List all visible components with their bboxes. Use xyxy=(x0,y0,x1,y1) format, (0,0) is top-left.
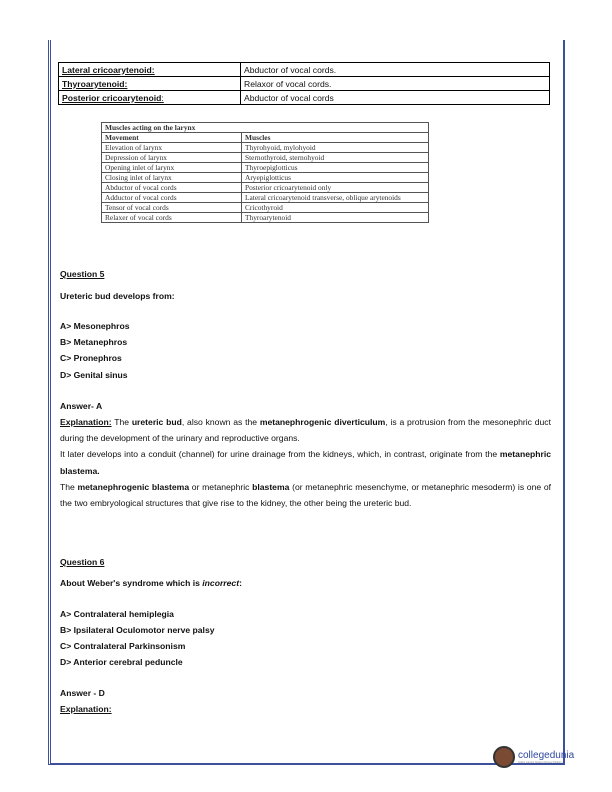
question-6-text xyxy=(60,578,551,588)
option: B> Metanephros xyxy=(60,337,128,347)
table-row xyxy=(59,63,550,77)
movement-cell: Elevation of larynx xyxy=(102,143,242,153)
question-5-heading: Question 5 xyxy=(60,269,105,279)
text: blastema xyxy=(252,481,290,492)
option: C> Pronephros xyxy=(60,353,122,363)
header-cell: Movement xyxy=(102,133,242,143)
question-5-text: Ureteric bud develops from: xyxy=(60,291,175,301)
muscle-cell xyxy=(59,91,241,105)
table-row xyxy=(102,163,429,173)
text: incorrect xyxy=(202,578,240,588)
muscles-cell: Lateral cricoarytenoid transverse, oblique arytenoids xyxy=(242,193,429,203)
text: , also known as the xyxy=(181,417,260,427)
option: B> Ipsilateral Oculomotor nerve palsy xyxy=(60,625,215,635)
movement-cell: Closing inlet of larynx xyxy=(102,173,242,183)
text: It later develops into a conduit (channel) for urine drainage from the kidneys, which, in contrast, originate from the xyxy=(60,449,500,460)
muscles-cell: Thyroarytenoid xyxy=(242,213,429,223)
answer: Answer - D xyxy=(60,688,105,698)
text: : xyxy=(239,578,242,588)
logo-text xyxy=(518,750,574,764)
question-6-heading: Question 6 xyxy=(60,557,105,567)
text: The xyxy=(111,417,132,427)
explanation-label: Explanation: xyxy=(60,704,112,714)
option: C> Contralateral Parkinsonism xyxy=(60,641,186,651)
answer: Answer- A xyxy=(60,401,103,411)
text: metanephrogenic blastema xyxy=(77,481,190,492)
text: The xyxy=(60,481,78,492)
table-row xyxy=(102,203,429,213)
explanation-label: Explanation: xyxy=(60,417,112,427)
colon: : xyxy=(161,92,164,103)
movement-cell: Opening inlet of larynx xyxy=(102,163,242,173)
text: metanephric blastema. xyxy=(60,449,551,476)
muscles-cell: Aryepiglotticus xyxy=(242,173,429,183)
table-row xyxy=(102,193,429,203)
muscles-cell: Sternothyroid, sternohyoid xyxy=(242,153,429,163)
table-row xyxy=(102,183,429,193)
table-title: Muscles acting on the larynx xyxy=(102,123,429,133)
muscles-cell: Cricothyroid xyxy=(242,203,429,213)
option: D> Anterior cerebral peduncle xyxy=(60,657,183,667)
text: or metanephric xyxy=(189,481,253,492)
option: A> Contralateral hemiplegia xyxy=(60,609,174,619)
table-row xyxy=(59,91,550,105)
text: metanephrogenic diverticulum xyxy=(259,417,386,427)
table-row xyxy=(59,77,550,91)
action-cell: Abductor of vocal cords xyxy=(241,91,550,105)
table-row xyxy=(102,143,429,153)
muscle-cell: Thyroarytenoid: xyxy=(59,77,241,91)
muscles-cell: Posterior cricoarytenoid only xyxy=(242,183,429,193)
table-row xyxy=(102,153,429,163)
explanation-paragraph xyxy=(60,414,551,511)
table-row xyxy=(102,173,429,183)
collegedunia-logo xyxy=(493,746,574,768)
logo-tagline: India's Largest Student Review Platform xyxy=(518,761,563,764)
muscles-cell: Thyrohyoid, mylohyoid xyxy=(242,143,429,153)
text: ureteric bud xyxy=(131,417,182,427)
action-cell: Abductor of vocal cords. xyxy=(241,63,550,77)
muscle-name: Posterior cricoarytenoid xyxy=(62,92,162,103)
option: A> Mesonephros xyxy=(60,321,130,331)
table-row xyxy=(102,213,429,223)
movement-cell: Tensor of vocal cords xyxy=(102,203,242,213)
muscle-cell: Lateral cricoarytenoid: xyxy=(59,63,241,77)
text: (or metanephric mesenchyme, or metanephric mesoderm) is one of the two embryological structures that give rise to the kidney, the other being the ureteric bud. xyxy=(60,481,552,509)
movement-cell: Depression of larynx xyxy=(102,153,242,163)
muscles-cell: Thyroepiglotticus xyxy=(242,163,429,173)
larynx-muscles-table xyxy=(101,122,429,223)
header-cell: Muscles xyxy=(242,133,429,143)
mascot-icon xyxy=(493,746,515,768)
text: , is a protrusion from the mesonephric duct during the development of the urinary and reproductive organs. xyxy=(60,417,551,444)
logo-name: collegedunia xyxy=(518,750,575,761)
movement-cell: Adductor of vocal cords xyxy=(102,193,242,203)
movement-cell: Relaxer of vocal cords xyxy=(102,213,242,223)
muscle-action-table xyxy=(58,62,550,105)
option: D> Genital sinus xyxy=(60,370,128,380)
action-cell: Relaxor of vocal cords. xyxy=(241,77,550,91)
movement-cell: Abductor of vocal cords xyxy=(102,183,242,193)
text: About Weber's syndrome which is xyxy=(60,578,203,588)
